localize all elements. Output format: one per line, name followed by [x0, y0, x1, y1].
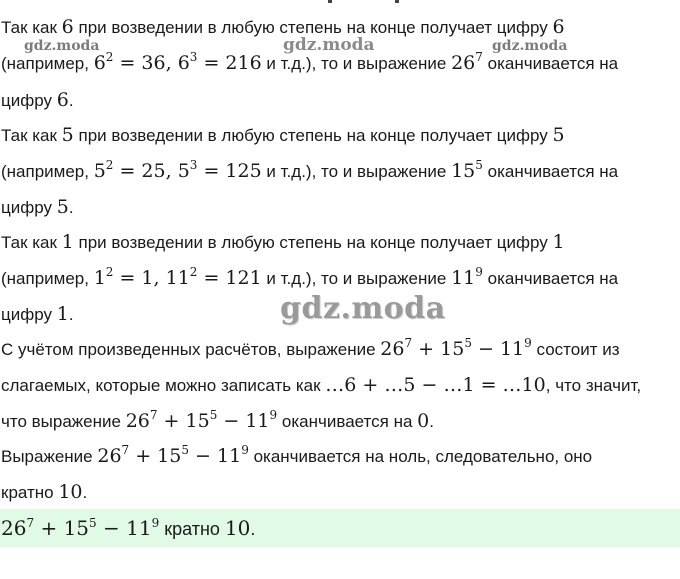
text: Так как	[1, 126, 62, 145]
text: цифру	[1, 91, 57, 110]
text-line-14	[1, 474, 87, 510]
math: 0	[417, 410, 430, 432]
text: оканчивается на ноль, следовательно, оно	[248, 447, 593, 466]
watermark: gdz.moda	[283, 35, 375, 55]
text: .	[250, 519, 256, 539]
text: оканчивается на	[277, 412, 418, 431]
answer-line	[1, 510, 255, 546]
math-expression: $26^7 + 15^5 - 11^9$	[97, 443, 249, 467]
text: цифру	[1, 198, 57, 217]
text: состоит из	[531, 340, 620, 359]
text: слагаемых, которые можно записать как	[1, 376, 326, 395]
text: оканчивается на	[482, 54, 619, 73]
math-expression: $1^2 = 1$, $11^2 = 121$	[93, 265, 262, 289]
math-expression: $26^7 + 15^5 - 11^9$	[380, 336, 532, 360]
text: при возведении в любую степень на конце получает цифру	[73, 233, 553, 252]
math: 5	[552, 124, 565, 146]
math-expression: $26^7$	[451, 50, 483, 74]
text: (например,	[1, 54, 94, 73]
text-line-10	[1, 331, 620, 367]
math-expression: $11^9$	[451, 265, 483, 289]
math: 6	[552, 16, 565, 38]
math: 6	[56, 89, 69, 111]
text: .	[82, 483, 88, 502]
text: кратно	[1, 483, 59, 502]
watermark: gdz.moda	[24, 38, 100, 54]
math: 10	[224, 516, 251, 540]
text: , что значит,	[545, 376, 642, 395]
math-expression: $26^7 + 15^5 - 11^9$	[1, 516, 160, 540]
text: и т.д.), то и выражение	[261, 54, 452, 73]
text: Так как	[1, 233, 62, 252]
text-line-3	[1, 82, 74, 118]
math: 1	[56, 303, 69, 325]
text-line-9	[1, 296, 74, 332]
text: и т.д.), то и выражение	[261, 269, 452, 288]
math-expression: $26^7 + 15^5 - 11^9$	[125, 408, 278, 432]
math-expression: $6^2 = 36$, $6^3 = 216$	[93, 50, 262, 74]
text-line-5	[1, 153, 618, 189]
text: при возведении в любую степень на конце получает цифру	[73, 126, 553, 145]
text-line-7	[1, 224, 565, 260]
text: что выражение	[1, 412, 126, 431]
math: 6	[61, 16, 74, 38]
top-edge-mark	[328, 0, 332, 3]
math: 1	[552, 231, 565, 253]
math-expression: $5^2 = 25$, $5^3 = 125$	[93, 158, 262, 182]
text: .	[429, 412, 434, 431]
text-line-13	[1, 438, 592, 474]
text: при возведении в любую степень на конце получает цифру	[73, 18, 553, 37]
text: .	[68, 305, 74, 324]
math: 1	[61, 231, 74, 253]
math: …6 + …5 − …1 = …10	[325, 374, 546, 396]
math-expression: $15^5$	[451, 158, 483, 182]
math: 5	[56, 196, 69, 218]
text: оканчивается на	[482, 162, 619, 181]
text-line-12	[1, 403, 434, 439]
text: Выражение	[1, 447, 98, 466]
text-line-6	[1, 189, 74, 225]
top-edge-mark	[395, 0, 399, 3]
text: цифру	[1, 305, 57, 324]
text-line-11	[1, 367, 641, 403]
text: (например,	[1, 269, 94, 288]
watermark: gdz.moda	[492, 38, 568, 54]
text: Так как	[1, 18, 62, 37]
text: оканчивается на	[482, 269, 619, 288]
text: С учётом произведенных расчётов, выражение	[1, 340, 381, 359]
text: .	[68, 198, 74, 217]
math: 5	[61, 124, 74, 146]
text: (например,	[1, 162, 94, 181]
text: и т.д.), то и выражение	[261, 162, 452, 181]
text-line-4	[1, 117, 565, 153]
watermark-center: gdz.moda	[280, 291, 446, 326]
text: .	[68, 91, 74, 110]
math: 10	[58, 481, 83, 503]
text: кратно	[159, 519, 225, 539]
